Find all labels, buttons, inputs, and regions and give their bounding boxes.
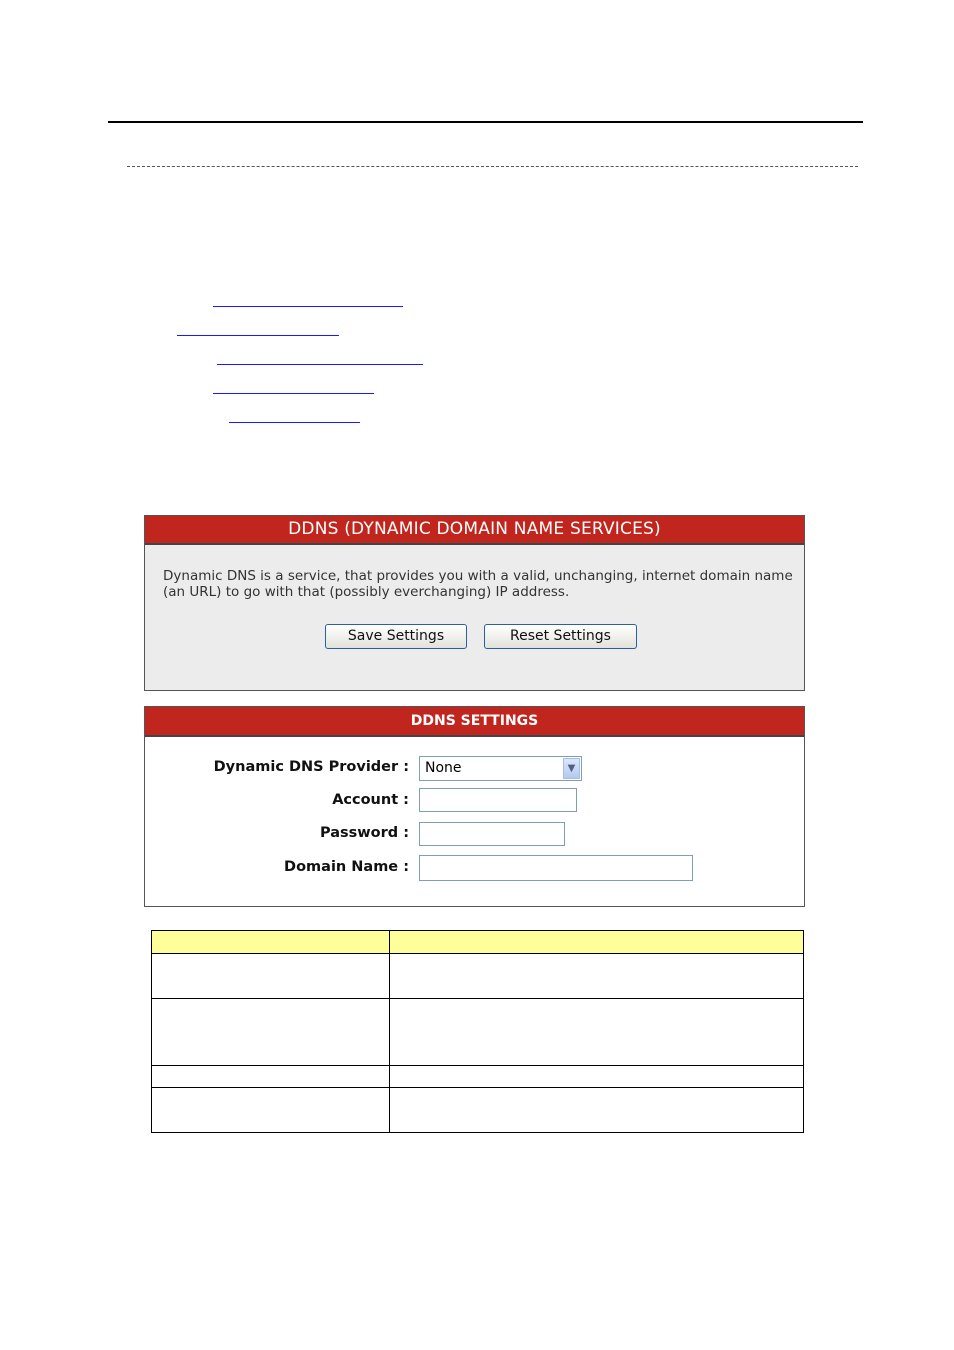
table-header-cell bbox=[389, 931, 803, 954]
table-header-cell bbox=[152, 931, 390, 954]
save-settings-button[interactable]: Save Settings bbox=[325, 624, 467, 649]
table-row bbox=[152, 954, 804, 999]
provider-select[interactable] bbox=[419, 756, 582, 781]
provider-label: Dynamic DNS Provider : bbox=[213, 759, 409, 775]
nav-link-3[interactable] bbox=[217, 364, 423, 365]
chevron-down-icon[interactable]: ▼ bbox=[563, 758, 580, 779]
table-header-row bbox=[152, 931, 804, 954]
table-cell bbox=[389, 954, 803, 999]
nav-link-1[interactable] bbox=[213, 306, 403, 307]
table-row bbox=[152, 1088, 804, 1133]
password-label: Password : bbox=[319, 825, 409, 841]
ddns-description: Dynamic DNS is a service, that provides you with a valid, unchanging, internet domain name (an URL) to go with that (possibly everchanging) IP address. bbox=[163, 568, 793, 600]
ddns-settings-panel bbox=[144, 706, 805, 907]
table-cell bbox=[389, 1088, 803, 1133]
nav-link-2[interactable] bbox=[177, 335, 339, 336]
page-top-rule bbox=[108, 121, 863, 123]
account-label: Account : bbox=[332, 792, 409, 808]
table-row bbox=[152, 999, 804, 1066]
table-cell bbox=[152, 1088, 390, 1133]
table-row bbox=[152, 1066, 804, 1088]
domain-name-label: Domain Name : bbox=[284, 859, 409, 875]
ddns-panel-title: DDNS (DYNAMIC DOMAIN NAME SERVICES) bbox=[145, 516, 804, 545]
reset-settings-button[interactable]: Reset Settings bbox=[484, 624, 637, 649]
nav-link-4[interactable] bbox=[213, 393, 374, 394]
provider-select-value: None bbox=[425, 760, 462, 776]
reference-table bbox=[151, 930, 804, 1133]
section-divider bbox=[127, 166, 858, 167]
table-cell bbox=[152, 954, 390, 999]
ddns-info-panel bbox=[144, 515, 805, 691]
table-cell bbox=[389, 1066, 803, 1088]
table-cell bbox=[389, 999, 803, 1066]
nav-link-5[interactable] bbox=[229, 422, 360, 423]
table-cell bbox=[152, 999, 390, 1066]
table-cell bbox=[152, 1066, 390, 1088]
password-input[interactable] bbox=[419, 822, 565, 846]
ddns-settings-title: DDNS SETTINGS bbox=[145, 707, 804, 737]
domain-name-input[interactable] bbox=[419, 855, 693, 881]
account-input[interactable] bbox=[419, 788, 577, 812]
